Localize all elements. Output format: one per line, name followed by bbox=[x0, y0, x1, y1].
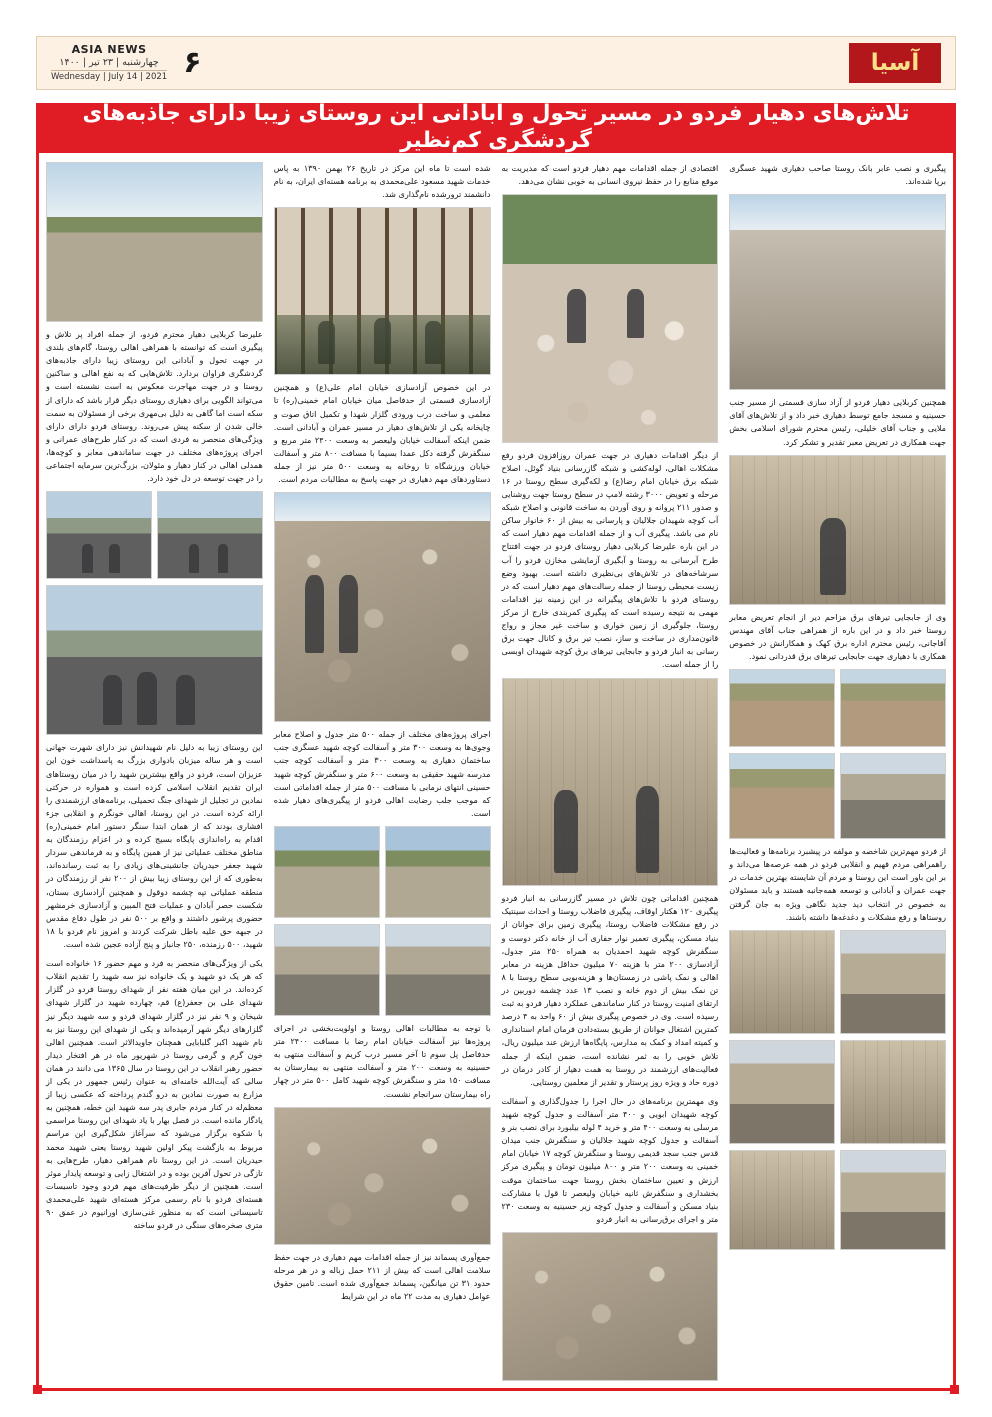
photo-paving-workers bbox=[502, 678, 719, 887]
paragraph: از فردو مهم‌ترین شاخصه و مولفه در پیشبرد برنامه‌ها و فعالیت‌ها راهمراهی مردم فهیم و انقلابی فردو در همه عرصه‌ها می‌داند و بر این باور است این روستا و مردم آن شایسته بهترین خدمات در جهت عمران و آبادانی و توسعه همه‌جانبه هستند و باید مسئولان به خصوص در انتخاب دید جدید نگاهی ویژه به جان گرفتن روستاها و رفع مشکلات و دغدغه‌ها داشته باشند. bbox=[729, 846, 946, 922]
paragraph: همچنین اقداماتی چون تلاش در مسیر گازرسانی به انبار فردو پیگیری ۱۲۰ هکتار اوقاف، پیگیری فاضلاب روستا و احداث سینتیک در رفع مشکلات فاضلاب روستا، پیگیری زمین برای جوانان از بنیاد مسکن، پیگیری تعمیر نوار حفاری آب از خانه دکتر دوست و سنگفرش کوچه شهید احمدیان به همراه ۲۵۰ متر جدول، آزادسازی ۲۰۰ متر با هزینه ۷۰ میلیون حداقل هزینه در معابر اهالی و نمک پاشی در زمستان‌ها و هزینه‌بویی سطح روستا با ۸ تن نمک بیش از دوم خانه و نصب ۱۳ عدد چشمه دوربین در ارتقای امنیت روستا در کنار ساماندهی عملکرد دهیار فردو به ثبت رسیده است. وی در خصوص پیگیری بیش از ۶۰ واحد به ۴ درصد کمترین اشتغال جوانان از طریق بسته‌دادن فرمان امام استانداری و کمیته امداد و کمک به مدارس، پایگاه‌ها ارزش عند میلیون ریال، تلاش خوبی را به ثمر نشانده است، ضمن اینکه از جمله فعالیت‌های ارزشمند در روستا به همت دهیار از کادر درمان در دوره حاد و ویژه روز پرستار و تقدیر از معلمین روستایی. bbox=[501, 893, 719, 1087]
photo-alley-c bbox=[840, 1040, 946, 1144]
issue-date-fa: چهارشنبه | ۲۳ تیر | ۱۴۰۰ bbox=[51, 57, 167, 71]
paragraph: با توجه به مطالبات اهالی روستا و اولویت‌بخشی در اجرای پروژه‌ها نیز آسفالت خیابان امام رضا با مسافت ۲۴۰۰ متر حدفاصل پل سوم تا آخر مسیر درب کریم و آسفالت منتهی به حسینیه به وسعت ۲۰۰ متر و آسفالت منتهی به بیمارستان به مسافت ۱۵۰ متر و سنگفرش کوچه شهید کامل ۵۰۰ متر در چهار راه بیمارستان سرانجام نشست. bbox=[273, 1022, 491, 1099]
article-body bbox=[46, 162, 946, 1381]
photo-row-machinery bbox=[274, 924, 491, 1016]
paragraph: یکی از ویژگی‌های منحصر به فرد و مهم حضور ۱۶ خانواده است که هر یک دو شهید و یک خانواده نیز سه شهید را تقدیم انقلاب کرده‌اند. در این میان هفته نفر از شهدای روستا فردو در گلزار شهدای علی بن جعفر(ع) قم، چهارده شهید در گلزار شهدای شیخان و ۹ نفر نیز در گلزار شهدای فردو و سه شهید دیگر نیز گلزارهای دیگر شهر آرمیده‌اند و یکی از شهدای این روستا نیز به نام شهید اکبر گلبابایی همچنان جاویدالاثر است. همچنین اهالی خون گرم و گرمی روستا در شهریور ماه در هر افتخار دیدار حضور رهبر انقلاب در این روستا در سال ۱۳۶۵ می دانند در همان سالی که آیت‌الله خامنه‌ای به عنوان رئیس جمهور در یکی از مزارع به صورت نمادین به درو گندم پرداخته که عکسی زیبا از معظم‌له در کنار مردم جابری پدر سه شهید این خطه، همچنین به یادگار مانده است. در فصل بهار با یاد شهدای این روستا مراسمی با شکوه برگزار می‌شود که سرآغاز شکل‌گیری این مراسم مربوط به بازگشت پیکر اولین شهید روستا یعنی شهید محمد حیدریان است. در این روستا نام همراهی دهیار، طرح‌هایی به تازگی در تحول آفرین بوده و در اشتغال زایی و توسعه پایدار موثر است. همچنین از دیگر ظرفیت‌های مهم فردو وجود تاسیسات هسته‌ای فردو با نام رسمی مرکز هسته‌ای شهید علی‌محمدی تاسیساتی است که به منظور غنی‌سازی اورانیوم در عمق ۹۰ متری صخره‌های سنگی در فردو ساخته bbox=[46, 958, 263, 1231]
masthead-info-area bbox=[51, 43, 202, 82]
paragraph: این روستای زیبا به دلیل نام شهیدانش نیز دارای شهرت جهانی است و هر ساله میزبان بادواری بزرگ به پاسداشت خون این عزیزان است، فردو در واقع بیشترین شهید را در میان روستاهای ایران تقدیم انقلاب اسلامی کرده است و همواره در حرکتی نمادین در تجلیل از شهدای جنگ تحمیلی، برنامه‌های ارزشمندی را ارائه کرده است. در این روستا، اهالی خونگرم و انقلابی جزء افشاری بودند که از همان ابتدا سنگر دستور امام خمینی(ره) اقدام به راه‌اندازی پایگاه بسیج کرده و در اعزام رزمندگان به مناطق مختلف عملیاتی نیز از همین پایگاه و به فرماندهی سردار شهید جعفر حیدریان جانشینی‌های زیادی را به ثبت رسانده‌اند، به‌طوری که از این روستای زیبا بیش از ۲۰۰ نفر از رزمندگان در منطقه عملیاتی تپه چشمه دوقول و همچنین آزادسازی بستان، شکست حصر آبادان و عملیات فتح المبین و آزادسازی خرمشهر حضوری پرشور داشتند و واقع بر ۵۰۰ نفر در طول دفاع مقدس در جبهه حق علیه باطل شرکت کردند و امروز نام فردو با ۱۸ شهید، ۵۰۰ رزمنده، ۲۵۰ جانباز و پنج آزاده عجین شده است. bbox=[46, 742, 263, 949]
paragraph: اقتصادی از جمله اقدامات مهم دهیار فردو است که مدیریت به موقع منابع را در حفظ نیروی انسانی به خوبی نشان می‌دهد. bbox=[501, 163, 719, 187]
photo-village-a bbox=[385, 826, 491, 918]
paragraph: از دیگر اقدامات دهیاری در جهت عمران روزافزون فردو رفع مشکلات اهالی، لوله‌کشی و شبکه گازرسانی بنیاد گوئل، اصلاح شبکه برق خیابان امام رضا(ع) و لکه‌گیری سطح روستا در ۱۶ مرحله و تعویض ۳۰۰۰ رشته لامپ در سطح روستا جهت روشنایی و صدور ۲۱۱ پروانه و روی آوردن به ساخت قانونی و اصلاح شبکه آب کوچه شهیدان جلالیان و پارسانی به بیش از ۶۰ خانوار ساکن نام می باشد. پیگیری آب و از جمله اقدامات مهم دهیار است که در این باره علیرضا کربلایی دهیار روستای فردو در جهت افتتاح طرح آبرسانی به روستا و آبگیری آزمایشی مخازن فردو را آب سرشاخه‌های در تلاش‌های بی‌نظیری داشته است. بهبود وضع زیست محیطی روستا از جمله رسالت‌های مهم دهیار است که در روستای فردو با تلاش‌های پیگیرانه در این زمینه نیز اقدامات مهمی به نتیجه رسیده است که پیگیری کمربندی خارج از مرکز روستا، جلوگیری از زمین خواری و ساخت غیر مجاز و رواج قانون‌مداری در ساخت و ساز، نصب تیر برق و کانال جهت برق رسانی به انبار فردو و جابجایی تیرهای برق کوچه شهیدان اوبسی را از جمله است. bbox=[501, 449, 719, 670]
photo-village-b bbox=[274, 826, 380, 918]
photo-road-b bbox=[46, 491, 152, 579]
frame-rule-left bbox=[36, 103, 39, 1391]
photo-cabling-a bbox=[840, 753, 946, 839]
logo-label: آسیا bbox=[870, 50, 920, 76]
photo-demolition-site bbox=[502, 1232, 719, 1381]
photo-rubble-clearing bbox=[274, 492, 491, 722]
paragraph: پیگیری و نصب عابر بانک روستا صاحب دهیاری شهید عسگری برپا شده‌اند. bbox=[729, 163, 946, 187]
headline-banner bbox=[36, 103, 956, 153]
photo-fordo-village-panorama bbox=[46, 162, 263, 322]
photo-row-alley-mid bbox=[729, 1040, 946, 1144]
masthead-logo-area bbox=[849, 43, 941, 83]
photo-row-alley-bottom bbox=[729, 1150, 946, 1250]
column-1 bbox=[729, 162, 946, 1381]
photo-row-road-inspection bbox=[46, 491, 263, 579]
column-4 bbox=[46, 162, 263, 1381]
page-number: ۶ bbox=[183, 45, 202, 80]
brand-stack bbox=[51, 43, 167, 82]
column-2 bbox=[502, 162, 719, 1381]
photo-rock-cut-hill bbox=[274, 1107, 491, 1245]
photo-man-at-wall bbox=[729, 455, 946, 605]
photo-alley-b bbox=[729, 930, 835, 1034]
photo-stone-channel bbox=[729, 194, 946, 390]
paragraph: همچنین کربلایی دهیار فردو از آزاد سازی قسمتی از مسیر جنب حسینیه و مسجد جامع توسط دهیاری خبر داد و از تلاش‌های آقای ملایی و جناب آقای خلیلی، رئیس محترم شورای اسلامی بخش جهت همکاری در تعریض معبر تقدیر و تشکر کرد. bbox=[729, 397, 946, 447]
photo-martyrs-memorial-gate bbox=[274, 207, 491, 375]
brand-name-en: ASIA NEWS bbox=[71, 43, 147, 57]
photo-machinery-b bbox=[274, 924, 380, 1016]
paragraph: علیرضا کربلایی دهیار محترم فردو، از جمله افراد پر تلاش و پیگیری است که توانسته با همراهی اهالی روستا، گام‌های بلندی در جهت تحول و آبادانی این روستای زیبا دارای جاذبه‌های گردشگری فراوان بردارد. تلاش‌هایی که به نفع اهالی و ساکنین روستا و در جهت مهاجرت معکوس به است نشسته است و می‌تواند الگویی برای دهیاری روستای دیگر قرار باشد که دارای از سکه است اما گاهی به دلیل بی‌مهری برخی از مسئولان به سمت خالی شدن از سکنه پیش می‌روند. روستای فردو دارای دارای ویژگی‌های منحصر به فردی است که در کنار طرح‌های عمرانی و اجرای پروژه‌های مختلف در جهت ساماندهی معابر و کوچه‌ها، همدلی اهالی در کنار دهیار و مئولان، بزرگ‌ترین سرمایه اجتماعی را در جهت توسعه در دل خود دارد. bbox=[46, 329, 263, 484]
paragraph: شده است تا ماه این مرکز در تاریخ ۲۶ بهمن ۱۳۹۰ به پاس خدمات شهید مسعود علی‌محمدی به برنامه هسته‌ای ایران، به نام دانشمند ترورشده نام‌گذاری شد. bbox=[273, 163, 491, 200]
photo-machinery-a bbox=[385, 924, 491, 1016]
photo-waste-collection bbox=[502, 194, 719, 442]
photo-alley-d bbox=[729, 1040, 835, 1144]
photo-trench-b bbox=[729, 669, 835, 747]
photo-trench-a bbox=[840, 669, 946, 747]
paragraph: اجرای پروژه‌های مختلف از جمله ۵۰۰ متر جدول و اصلاح معابر وجوی‌ها به وسعت ۳۰۰ متر و آسفالت کوچه شهید عسگری جنب ساختمان دهیاری به وسعت ۳۰۰ متر و آسفالت کوچه جنب مدرسه شهید حقیقی به وسعت ۶۰۰ متر و سنگفرش کوچه شهید حسینی انتهای نرمابی با مسافت ۵۰۰ متر از جمله اقداماتی است که موجب جلب رضایت اهالی فردو از پیگیری‌های دهیار شده است. bbox=[273, 729, 491, 818]
column-3 bbox=[274, 162, 491, 1381]
asia-logo bbox=[849, 43, 941, 83]
corner-mark-bottom-right bbox=[950, 1385, 959, 1394]
photo-alley-a bbox=[840, 930, 946, 1034]
photo-alley-e bbox=[840, 1150, 946, 1250]
paragraph: جمع‌آوری پسماند نیز از جمله اقدامات مهم دهیاری در جهت حفظ سلامت اهالی است که بیش از ۲۱۱ حمل زباله و در هر مرحله حدود ۳۱ تن میانگین، پسماند جمع‌آوری شده است. تامین حقوق عوامل دهیاری به مدت ۲۲ ماه در این شرایط bbox=[273, 1251, 491, 1301]
photo-alley-f bbox=[729, 1150, 835, 1250]
photo-cabling-b bbox=[729, 753, 835, 839]
photo-road-a bbox=[157, 491, 263, 579]
corner-mark-bottom-left bbox=[33, 1385, 42, 1394]
photo-row-alley-top bbox=[729, 930, 946, 1034]
paragraph: وی از جابجایی تیرهای برق مزاحم دیر از انجام تعریض معابر روستا خبر داد و در این باره از همراهی جناب آقای مهندس آقاجانی، رئیس محترم اداره برق کهک و همکارانش در خصوص همکاری با دهیاری جهت جابجایی تیرهای برق قدردانی نمود. bbox=[729, 611, 946, 661]
frame-rule-bottom bbox=[36, 1388, 956, 1391]
frame-rule-right bbox=[953, 103, 956, 1391]
paragraph: وی مهمترین برنامه‌های در حال اجرا را جدول‌گذاری و آسفالت کوچه شهیدان ابویی و ۴۰۰ متر آسفالت و جدول کوچه شهید مرسلی به وسعت ۴۰۰ متر و خرید ۴ لوله بیلبورد برای نصب بنر و آسفالت و جدول کوچه شهید جلالیان و سنگفرش جنب میدان قدس جنب سجد قدیمی روستا و سنگفرش کوچه ۱۷ خیابان امام خمینی به وسعت ۲۰۰ متر و ۸۰۰ میلیون تومان و پیگیری مرکز ارزش و تعیین ساختمان بخش روستا جهت ساختمان موقت بخشداری و سنگفرش ثانیه خیابان ولیعصر تا قول با مشارکت بنیاد مسکن و آسفالت و جدول کوچه زیر حسینیه به وسعت ۲۳۰ متر و اجرای برق‌رسانی به انبار فردو bbox=[501, 1095, 719, 1224]
issue-date-en: Wednesday | July 14 | 2021 bbox=[51, 72, 168, 82]
paragraph: در این خصوص آزادسازی خیابان امام علی(ع) و همچنین آزادسازی قسمتی از حدفاصل میان خیابان امام خمینی(ره) تا معلمی و ساخت درب ورودی گلزار شهدا و تکمیل اتاق صوت و چایخانه یکی از تلاش‌های دهیار در مسیر عمران و آبادانی است. ضمن اینکه آسفالت خیابان ولیعصر به وسعت ۲۴۰۰ متر مربع و سنگفرش گرفته دکل عمدا بسیما با مسافت ۸۰۰ متر و آسفالت خیابان ورزشگاه تا روخانه به وسعت ۵۰۰ متر نیز از جمله دستاوردهای مهم دهیاری در جهت پاسخ به مطالبات مردم است. bbox=[273, 382, 491, 485]
photo-road-officials bbox=[46, 585, 263, 735]
masthead bbox=[36, 36, 956, 90]
photo-row-trench-work bbox=[729, 669, 946, 747]
photo-row-cabling bbox=[729, 753, 946, 839]
photo-row-village-houses bbox=[274, 826, 491, 918]
headline-title: تلاش‌های دهیار فردو در مسیر تحول و آبادانی این روستای زیبا دارای جاذبه‌های گردشگری کم‌نظیر bbox=[82, 101, 910, 153]
